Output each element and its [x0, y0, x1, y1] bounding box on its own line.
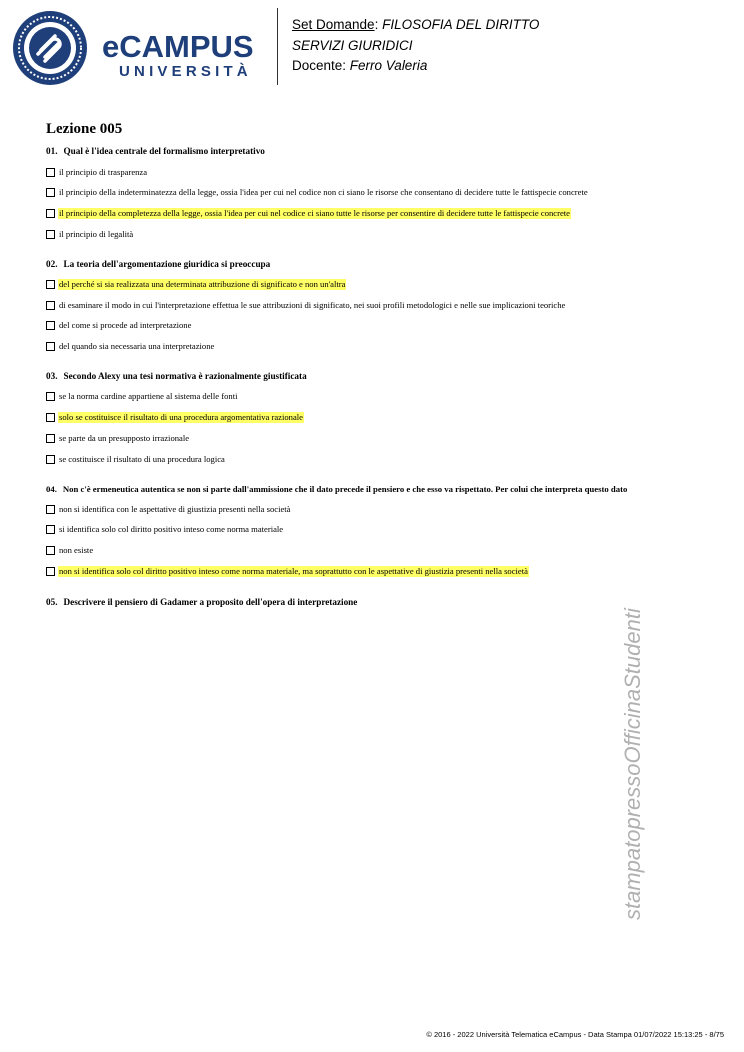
option-text: se costituisce il risultato di una procedura logica — [59, 453, 225, 464]
question-number: 04. — [46, 484, 57, 494]
brand-sub: UNIVERSITÀ — [119, 63, 252, 80]
checkbox[interactable] — [46, 280, 55, 289]
question-text: Qual è l'idea centrale del formalismo interpretativo — [63, 146, 265, 156]
question-title — [46, 484, 627, 494]
checkbox[interactable] — [46, 321, 55, 330]
option-text: non esiste — [59, 544, 94, 555]
checkbox[interactable] — [46, 525, 55, 534]
header-divider — [277, 8, 278, 85]
checkbox[interactable] — [46, 301, 55, 310]
option-text: il principio di trasparenza — [59, 166, 148, 177]
checkbox[interactable] — [46, 567, 55, 576]
answer-option[interactable] — [46, 299, 566, 311]
answer-option[interactable] — [46, 503, 291, 515]
question-title — [46, 259, 270, 269]
option-text: del quando sia necessaria una interpretazione — [59, 340, 215, 351]
option-text: del come si procede ad interpretazione — [59, 319, 192, 330]
set-line — [292, 15, 539, 36]
checkbox[interactable] — [46, 434, 55, 443]
question-title — [46, 371, 307, 381]
checkbox[interactable] — [46, 505, 55, 514]
checkbox[interactable] — [46, 230, 55, 239]
checkbox[interactable] — [46, 455, 55, 464]
answer-option[interactable] — [46, 228, 134, 240]
checkbox[interactable] — [46, 168, 55, 177]
university-seal-icon — [12, 10, 88, 86]
question-number: 03. — [46, 371, 58, 381]
option-text: il principio della completezza della legge, ossia l'idea per cui nel codice ci siano tutte le risorse per consentire di decidere tutte le fattispecie concrete — [59, 207, 570, 218]
checkbox[interactable] — [46, 546, 55, 555]
checkbox[interactable] — [46, 413, 55, 422]
option-text: solo se costituisce il risultato di una procedura argomentativa razionale — [59, 411, 303, 422]
checkbox[interactable] — [46, 209, 55, 218]
option-text: si identifica solo col diritto positivo inteso come norma materiale — [59, 523, 284, 534]
teacher-label: Docente: — [292, 58, 350, 73]
checkbox[interactable] — [46, 392, 55, 401]
teacher-name: Ferro Valeria — [349, 58, 428, 73]
option-text: il principio della indeterminatezza della legge, ossia l'idea per cui nel codice non ci siano le risorse che consentano di decidere tutte le fattispecie concrete — [59, 186, 588, 197]
answer-option[interactable] — [46, 432, 190, 444]
question-title — [46, 597, 357, 607]
set-label: Set Domande — [292, 17, 375, 32]
header-info — [292, 15, 539, 77]
option-text: non si identifica solo col diritto positivo inteso come norma materiale, ma soprattutto con le aspettative di giustizia presenti nella società — [59, 565, 528, 576]
option-text: il principio di legalità — [59, 228, 134, 239]
question-number: 02. — [46, 259, 58, 269]
answer-option[interactable] — [46, 523, 284, 535]
brand-main: eCAMPUS — [102, 29, 254, 64]
course-name: FILOSOFIA DEL DIRITTO — [382, 17, 540, 32]
answer-option-correct[interactable] — [46, 207, 571, 219]
answer-option[interactable] — [46, 186, 589, 198]
answer-option-correct[interactable] — [46, 565, 529, 577]
answer-option[interactable] — [46, 340, 215, 352]
question-text: Secondo Alexy una tesi normativa è razionalmente giustificata — [63, 371, 307, 381]
option-text: di esaminare il modo in cui l'interpretazione effettua le sue attribuzioni di significato, nei suoi profili metodologici e nelle sue implicazioni teoriche — [59, 299, 566, 310]
checkbox[interactable] — [46, 342, 55, 351]
program-name: SERVIZI GIURIDICI — [292, 37, 413, 53]
question-text: Non c'è ermeneutica autentica se non si parte dall'ammissione che il dato precede il pensiero e che esso va rispettato. Per colui che interpreta questo dato — [62, 484, 628, 494]
answer-option[interactable] — [46, 544, 94, 556]
question-title — [46, 146, 265, 156]
question-text: La teoria dell'argomentazione giuridica si preoccupa — [63, 259, 271, 269]
question-number: 05. — [46, 597, 58, 607]
option-text: se la norma cardine appartiene al sistema delle fonti — [59, 390, 238, 401]
answer-option-correct[interactable] — [46, 278, 346, 290]
question-number: 01. — [46, 146, 58, 156]
checkbox[interactable] — [46, 188, 55, 197]
watermark: stampatopressoOfficinaStudenti — [620, 608, 645, 920]
brand-wordmark — [102, 29, 254, 80]
answer-option-correct[interactable] — [46, 411, 304, 423]
footer: © 2016 - 2022 Università Telematica eCampus - Data Stampa 01/07/2022 15:13:25 - 8/75 — [426, 1030, 724, 1039]
answer-option[interactable] — [46, 319, 192, 331]
question-text: Descrivere il pensiero di Gadamer a proposito dell'opera di interpretazione — [63, 597, 358, 607]
answer-option[interactable] — [46, 453, 226, 465]
lesson-title: Lezione 005 — [46, 121, 123, 137]
teacher-line — [292, 56, 539, 77]
answer-option[interactable] — [46, 166, 148, 178]
answer-option[interactable] — [46, 390, 238, 402]
set-colon: : — [374, 17, 383, 32]
ecampus-logo — [12, 10, 267, 86]
option-text: non si identifica con le aspettative di giustizia presenti nella società — [59, 503, 291, 514]
option-text: del perché si sia realizzata una determinata attribuzione di significato e non un'altra — [59, 278, 346, 289]
option-text: se parte da un presupposto irrazionale — [59, 432, 190, 443]
